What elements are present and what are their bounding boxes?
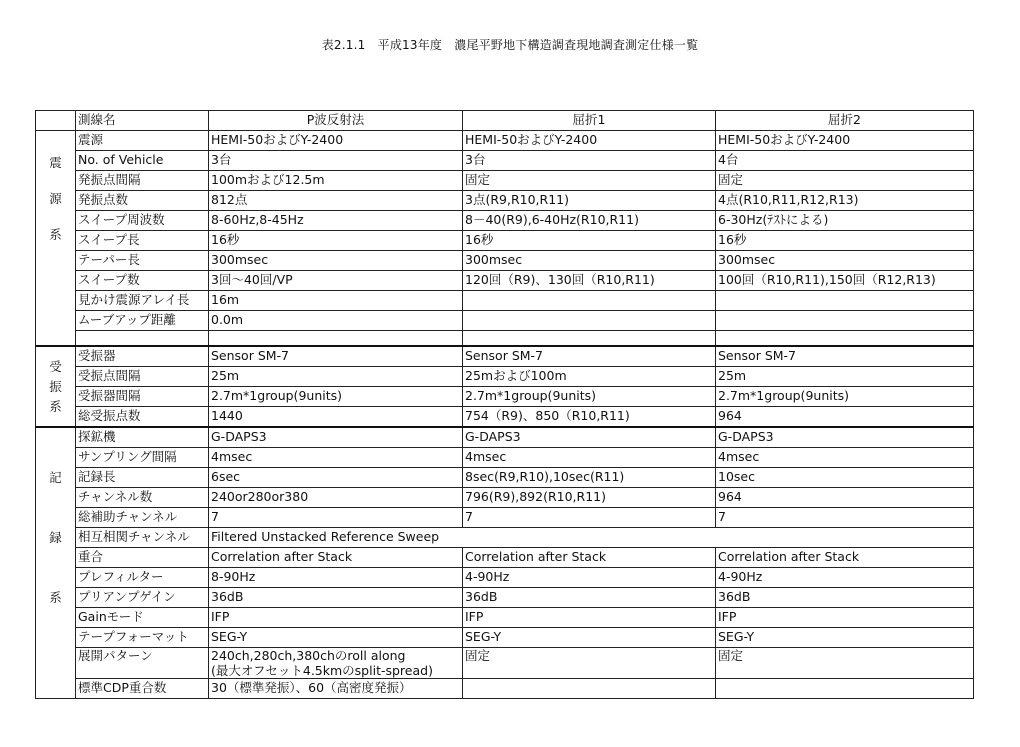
cell-col3: 固定 <box>716 171 974 191</box>
cell-col3: 10sec <box>716 468 974 488</box>
table-row <box>36 679 974 699</box>
blank-row <box>36 331 974 347</box>
cell-col2: 3台 <box>463 151 716 171</box>
cell-col1: IFP <box>209 608 463 628</box>
cell-col2: HEMI-50およびY-2400 <box>463 131 716 151</box>
cell-col1-line: (最大オフセット4.5kmのsplit-spread) <box>211 663 433 678</box>
cell-col1: 8-90Hz <box>209 568 463 588</box>
cell-col1: 1440 <box>209 407 463 428</box>
row-label: テープフォーマット <box>76 628 209 648</box>
cell-col2: 7 <box>463 508 716 528</box>
cell-col1: 300msec <box>209 251 463 271</box>
group-source-char: 震 <box>49 155 62 170</box>
cell-col1: 3台 <box>209 151 463 171</box>
table-caption: 表2.1.1 平成13年度 濃尾平野地下構造調査現地調査測定仕様一覧 <box>321 38 699 52</box>
cell-col1: HEMI-50およびY-2400 <box>209 131 463 151</box>
row-label: スイープ長 <box>76 231 209 251</box>
cell-col1: 16m <box>209 291 463 311</box>
row-label: Gainモード <box>76 608 209 628</box>
cell-col2: 固定 <box>463 648 716 679</box>
cell-col1: Correlation after Stack <box>209 548 463 568</box>
blank-cell <box>76 331 209 347</box>
row-label: 総補助チャンネル <box>76 508 209 528</box>
row-label: 記録長 <box>76 468 209 488</box>
cell-col2: 300msec <box>463 251 716 271</box>
row-label: 重合 <box>76 548 209 568</box>
cell-col3: 6-30Hz(ﾃｽﾄによる) <box>716 211 974 231</box>
group-receiver <box>36 346 76 427</box>
table-row <box>36 211 974 231</box>
cell-col3: IFP <box>716 608 974 628</box>
cell-col1: 25m <box>209 367 463 387</box>
cell-col2: 120回（R9)、130回（R10,R11) <box>463 271 716 291</box>
cell-col3 <box>716 311 974 331</box>
cell-col3: 4-90Hz <box>716 568 974 588</box>
row-label: ムーブアップ距離 <box>76 311 209 331</box>
cell-col1 <box>209 648 463 679</box>
cell-col3: 固定 <box>716 648 974 679</box>
cell-col2: SEG-Y <box>463 628 716 648</box>
table-row <box>36 488 974 508</box>
group-recording-char: 記 <box>49 470 62 485</box>
table-row <box>36 588 974 608</box>
cell-col1-line: 240ch,280ch,380chのroll along <box>211 648 406 663</box>
cell-col1: 16秒 <box>209 231 463 251</box>
table-row <box>36 251 974 271</box>
table-row <box>36 271 974 291</box>
table-row <box>36 131 974 151</box>
row-label: 震源 <box>76 131 209 151</box>
header-item: 測線名 <box>76 111 209 131</box>
cell-col2 <box>463 311 716 331</box>
cell-col1: G-DAPS3 <box>209 427 463 448</box>
header-corner <box>36 111 76 131</box>
cell-col1: 4msec <box>209 448 463 468</box>
cell-col2 <box>463 291 716 311</box>
table-row <box>36 528 974 548</box>
row-label: 受振点間隔 <box>76 367 209 387</box>
cell-col3 <box>716 291 974 311</box>
cell-col2: 25mおよび100m <box>463 367 716 387</box>
cell-col3: 964 <box>716 488 974 508</box>
cell-col1: 240or280or380 <box>209 488 463 508</box>
table-row <box>36 508 974 528</box>
cell-col3: 25m <box>716 367 974 387</box>
table-row <box>36 346 974 367</box>
cell-col2: 3点(R9,R10,R11) <box>463 191 716 211</box>
cell-col1: 812点 <box>209 191 463 211</box>
group-source-char: 源 <box>49 191 62 206</box>
group-recording-char: 系 <box>49 590 62 605</box>
cell-col3: 7 <box>716 508 974 528</box>
cell-col2: 8sec(R9,R10),10sec(R11) <box>463 468 716 488</box>
specification-table <box>35 110 974 699</box>
cell-col2: 796(R9),892(R10,R11) <box>463 488 716 508</box>
row-label: 探鉱機 <box>76 427 209 448</box>
row-label: プレフィルター <box>76 568 209 588</box>
cell-col1: 6sec <box>209 468 463 488</box>
cell-col3: 36dB <box>716 588 974 608</box>
cell-col1: 2.7m*1group(9units) <box>209 387 463 407</box>
cell-col3: 2.7m*1group(9units) <box>716 387 974 407</box>
cell-col2: IFP <box>463 608 716 628</box>
table-row <box>36 311 974 331</box>
header-col2: 屈折1 <box>463 111 716 131</box>
cell-col3: Correlation after Stack <box>716 548 974 568</box>
cell-col3: Sensor SM-7 <box>716 346 974 367</box>
table-row <box>36 548 974 568</box>
cell-col1: 100mおよび12.5m <box>209 171 463 191</box>
group-receiver-char: 振 <box>49 379 62 394</box>
row-label: 受振器 <box>76 346 209 367</box>
cell-col1: 3回～40回/VP <box>209 271 463 291</box>
cell-col2: 4-90Hz <box>463 568 716 588</box>
cell-col1: 7 <box>209 508 463 528</box>
table-row <box>36 171 974 191</box>
cell-col1: 8-60Hz,8-45Hz <box>209 211 463 231</box>
cell-col2: G-DAPS3 <box>463 427 716 448</box>
cell-col1: 30（標準発振）、60（高密度発振） <box>209 679 463 699</box>
row-label: 総受振点数 <box>76 407 209 428</box>
cell-col2: 2.7m*1group(9units) <box>463 387 716 407</box>
row-label: 見かけ震源アレイ長 <box>76 291 209 311</box>
table-row <box>36 468 974 488</box>
blank-cell <box>463 331 716 347</box>
cell-col2: 固定 <box>463 171 716 191</box>
blank-cell <box>209 331 463 347</box>
row-label: テーパー長 <box>76 251 209 271</box>
header-col1: P波反射法 <box>209 111 463 131</box>
table-row <box>36 191 974 211</box>
table-row <box>36 427 974 448</box>
table-row <box>36 387 974 407</box>
cell-col2: 8－40(R9),6-40Hz(R10,R11) <box>463 211 716 231</box>
cell-col3: 16秒 <box>716 231 974 251</box>
table-row <box>36 448 974 468</box>
cell-col1: Sensor SM-7 <box>209 346 463 367</box>
row-label: サンプリング間隔 <box>76 448 209 468</box>
table-row <box>36 648 974 679</box>
row-label: 発振点数 <box>76 191 209 211</box>
cell-col2 <box>463 679 716 699</box>
cell-col3: 4台 <box>716 151 974 171</box>
cell-merged: Filtered Unstacked Reference Sweep <box>209 528 974 548</box>
group-source <box>36 131 76 347</box>
header-row <box>36 111 974 131</box>
cell-col3: 4msec <box>716 448 974 468</box>
group-receiver-char: 系 <box>49 399 62 414</box>
group-recording-char: 録 <box>49 530 62 545</box>
cell-col3: SEG-Y <box>716 628 974 648</box>
row-label: プリアンプゲイン <box>76 588 209 608</box>
cell-col3: 964 <box>716 407 974 428</box>
cell-col3: G-DAPS3 <box>716 427 974 448</box>
cell-col1: 36dB <box>209 588 463 608</box>
cell-col2: Correlation after Stack <box>463 548 716 568</box>
group-source-char: 系 <box>49 227 62 242</box>
cell-col2: 4msec <box>463 448 716 468</box>
cell-col1: 0.0m <box>209 311 463 331</box>
table-row <box>36 407 974 428</box>
cell-col3: 4点(R10,R11,R12,R13) <box>716 191 974 211</box>
group-recording <box>36 427 76 699</box>
row-label: 発振点間隔 <box>76 171 209 191</box>
table-row <box>36 367 974 387</box>
cell-col2: 36dB <box>463 588 716 608</box>
cell-col3: HEMI-50およびY-2400 <box>716 131 974 151</box>
table-row <box>36 291 974 311</box>
cell-col2: Sensor SM-7 <box>463 346 716 367</box>
table-row <box>36 628 974 648</box>
cell-col3: 100回（R10,R11),150回（R12,R13) <box>716 271 974 291</box>
table-row <box>36 231 974 251</box>
header-col3: 屈折2 <box>716 111 974 131</box>
row-label: 標準CDP重合数 <box>76 679 209 699</box>
cell-col2: 754（R9)、850（R10,R11) <box>463 407 716 428</box>
row-label: スイープ周波数 <box>76 211 209 231</box>
row-label: チャンネル数 <box>76 488 209 508</box>
blank-cell <box>716 331 974 347</box>
row-label: 相互相関チャンネル <box>76 528 209 548</box>
row-label: 展開パターン <box>76 648 209 679</box>
table-row <box>36 608 974 628</box>
table-row <box>36 151 974 171</box>
cell-col2: 16秒 <box>463 231 716 251</box>
cell-col3 <box>716 679 974 699</box>
group-receiver-char: 受 <box>49 359 62 374</box>
row-label: スイープ数 <box>76 271 209 291</box>
cell-col3: 300msec <box>716 251 974 271</box>
cell-col1: SEG-Y <box>209 628 463 648</box>
table-row <box>36 568 974 588</box>
row-label: No. of Vehicle <box>76 151 209 171</box>
row-label: 受振器間隔 <box>76 387 209 407</box>
